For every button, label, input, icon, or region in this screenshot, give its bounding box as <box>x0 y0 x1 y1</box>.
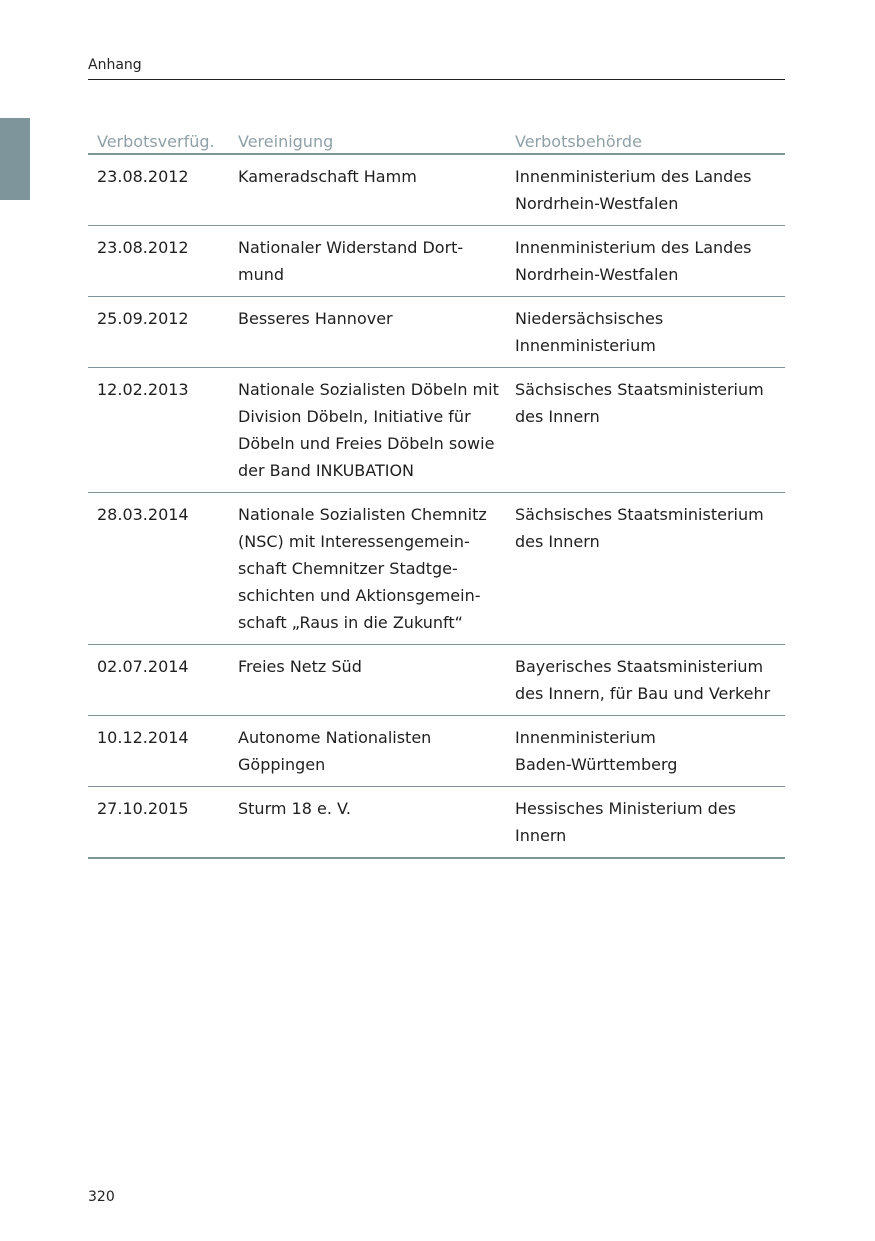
ban-table <box>88 118 785 859</box>
cell-line: mund <box>238 265 285 284</box>
cell-behoerde <box>515 724 785 778</box>
cell-line: Sächsisches Staatsministerium <box>515 505 764 524</box>
page-number: 320 <box>88 1189 115 1205</box>
header-rule <box>88 79 785 80</box>
table-header-row <box>88 118 785 155</box>
cell-line: Nationaler Widerstand Dort- <box>238 238 464 257</box>
running-header: Anhang <box>88 57 142 73</box>
cell-line: Autonome Nationalisten <box>238 728 432 747</box>
cell-line: Hessisches Ministerium des <box>515 799 736 818</box>
cell-line: Kameradschaft Hamm <box>238 167 417 186</box>
cell-line: Nordrhein-Westfalen <box>515 265 679 284</box>
cell-line: der Band INKUBATION <box>238 461 415 480</box>
cell-line: Division Döbeln, Initiative für <box>238 407 471 426</box>
cell-date: 02.07.2014 <box>97 657 189 676</box>
cell-vereinigung <box>238 234 515 288</box>
cell-vereinigung <box>238 163 515 217</box>
cell-vereinigung <box>238 305 515 359</box>
cell-date: 27.10.2015 <box>97 799 189 818</box>
cell-line: Baden-Württemberg <box>515 755 678 774</box>
cell-date: 10.12.2014 <box>97 728 189 747</box>
cell-vereinigung <box>238 795 515 849</box>
cell-line: Innenministerium <box>515 336 656 355</box>
section-tab-marker <box>0 118 30 200</box>
column-header-date: Verbotsverfüg. <box>97 132 215 151</box>
cell-line: schaft Chemnitzer Stadtge- <box>238 559 458 578</box>
cell-date: 28.03.2014 <box>97 505 189 524</box>
cell-vereinigung <box>238 376 515 484</box>
cell-line: Niedersächsisches <box>515 309 664 328</box>
cell-date: 25.09.2012 <box>97 309 189 328</box>
cell-line: Sächsisches Staatsministerium <box>515 380 764 399</box>
cell-behoerde <box>515 376 785 484</box>
cell-vereinigung <box>238 653 515 707</box>
cell-line: des Innern, für Bau und Verkehr <box>515 684 771 703</box>
table-row <box>88 716 785 787</box>
cell-date: 23.08.2012 <box>97 238 189 257</box>
cell-line: Innenministerium des Landes <box>515 167 752 186</box>
cell-behoerde <box>515 305 785 359</box>
cell-line: Sturm 18 e. V. <box>238 799 351 818</box>
table-row <box>88 787 785 857</box>
cell-vereinigung <box>238 501 515 636</box>
cell-line: Bayerisches Staatsministerium <box>515 657 764 676</box>
table-row <box>88 493 785 645</box>
cell-line: Nationale Sozialisten Chemnitz <box>238 505 487 524</box>
cell-line: Innenministerium des Landes <box>515 238 752 257</box>
cell-date: 23.08.2012 <box>97 167 189 186</box>
cell-line: Innenministerium <box>515 728 656 747</box>
cell-line: Döbeln und Freies Döbeln sowie <box>238 434 495 453</box>
cell-line: (NSC) mit Interessengemein- <box>238 532 470 551</box>
cell-line: Nordrhein-Westfalen <box>515 194 679 213</box>
cell-line: des Innern <box>515 532 600 551</box>
column-header-vereinigung: Vereinigung <box>238 132 334 151</box>
cell-vereinigung <box>238 724 515 778</box>
table-row <box>88 297 785 368</box>
cell-behoerde <box>515 653 785 707</box>
table-row <box>88 155 785 226</box>
cell-behoerde <box>515 795 785 849</box>
cell-behoerde <box>515 501 785 636</box>
cell-line: Nationale Sozialisten Döbeln mit <box>238 380 499 399</box>
cell-line: Besseres Hannover <box>238 309 393 328</box>
column-header-behoerde: Verbotsbehörde <box>515 132 642 151</box>
table-row <box>88 645 785 716</box>
table-row <box>88 368 785 493</box>
table-row <box>88 226 785 297</box>
cell-line: Innern <box>515 826 567 845</box>
cell-behoerde <box>515 163 785 217</box>
cell-line: schichten und Aktionsgemein- <box>238 586 481 605</box>
cell-line: schaft „Raus in die Zukunft“ <box>238 613 463 632</box>
cell-behoerde <box>515 234 785 288</box>
table-body <box>88 155 785 857</box>
cell-line: des Innern <box>515 407 600 426</box>
cell-line: Freies Netz Süd <box>238 657 362 676</box>
cell-date: 12.02.2013 <box>97 380 189 399</box>
cell-line: Göppingen <box>238 755 326 774</box>
